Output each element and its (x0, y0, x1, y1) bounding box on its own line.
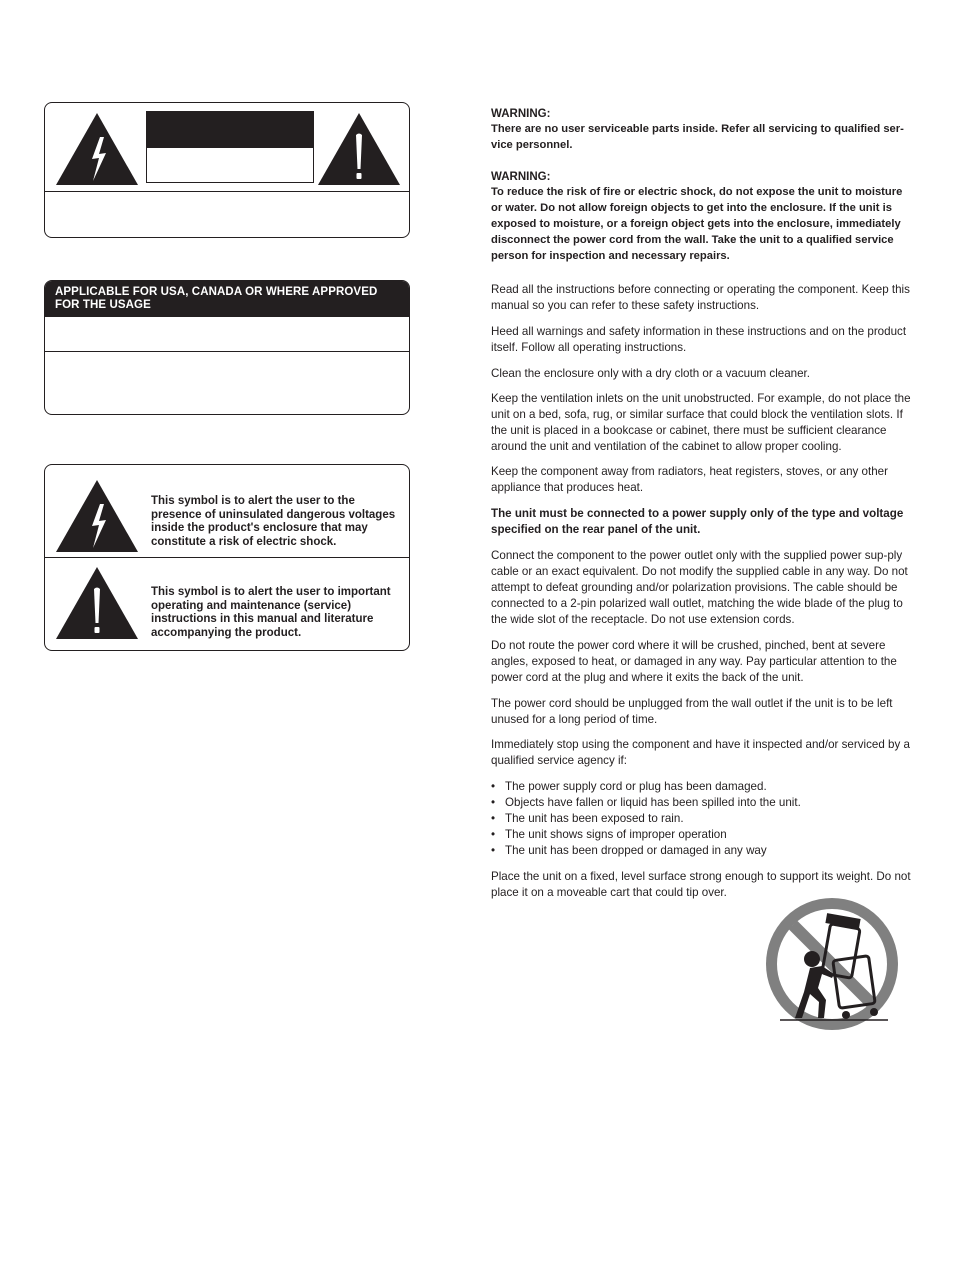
warning-1 (491, 107, 916, 153)
lightning-symbol-note: This symbol is to alert the user to the presence of uninsulated dangerous voltages inside the product's enclosure that may constitute a risk of electric shock. (151, 495, 396, 548)
list-item: • The unit has been dropped or damaged in any way (491, 843, 916, 859)
exclamation-warning-icon (316, 111, 402, 187)
lightning-warning-icon (54, 111, 140, 187)
exclamation-warning-icon (54, 565, 140, 641)
list-item: • Objects have fallen or liquid has been spilled into the unit. (491, 795, 916, 811)
instruction-unplug: The power cord should be unplugged from the wall outlet if the unit is to be left unused for a long period of time. (491, 697, 893, 726)
warning-2 (491, 170, 916, 264)
instruction-clean: Clean the enclosure only with a dry cloth or a vacuum cleaner. (491, 367, 810, 380)
usa-canada-divider (45, 351, 409, 352)
lightning-warning-icon (54, 478, 140, 554)
list-item: • The unit has been exposed to rain. (491, 811, 916, 827)
instruction-read: Read all the instructions before connecting or operating the component. Keep this manual so you can refer to these safety instructions. (491, 283, 910, 312)
usa-canada-heading: APPLICABLE FOR USA, CANADA OR WHERE APPROVED FOR THE USAGE (45, 281, 409, 317)
usa-canada-box (44, 280, 410, 415)
safety-instructions (491, 282, 916, 901)
warning-1-title: WARNING: (491, 108, 551, 120)
no-cart-icon (766, 896, 900, 1032)
symbol-explanation-box (44, 464, 410, 651)
caution-label-box (44, 102, 410, 238)
instruction-stop-using: Immediately stop using the component and have it inspected and/or serviced by a qualified service agency if: (491, 738, 910, 767)
list-item: • The power supply cord or plug has been damaged. (491, 779, 916, 795)
instruction-cord-route: Do not route the power cord where it will be crushed, pinched, bent at severe angles, exposed to heat, or damaged in any way. Pay particular attention to the power cord at the plug and where it exits the back of the unit. (491, 639, 897, 684)
caution-label-bar (147, 112, 313, 148)
instruction-connect: Connect the component to the power outlet only with the supplied power sup-ply cable or an exact equivalent. Do not modify the supplied cable in any way. Do not attempt to defeat grounding and/or polarization provisions. The cable should be connected to a 2-pin polarized wall outlet, matching the wide blade of the plug to the wide slot of the receptacle. Do not use extension cords. (491, 549, 908, 626)
symbol-divider (45, 557, 409, 558)
caution-divider (45, 191, 409, 192)
instruction-heed: Heed all warnings and safety information in these instructions and on the product itself. Follow all operating instructions. (491, 325, 907, 354)
warning-2-title: WARNING: (491, 171, 551, 183)
warning-1-body: There are no user serviceable parts inside. Refer all servicing to qualified ser-vice personnel. (491, 123, 904, 151)
instruction-power-supply: The unit must be connected to a power supply only of the type and voltage specified on the rear panel of the unit. (491, 507, 904, 536)
warning-2-body: To reduce the risk of fire or electric shock, do not expose the unit to moisture or water. Do not allow foreign objects to get into the enclosure. If the unit is exposed to moisture, or a foreign object gets into the enclosure, immediately disconnect the power cord from the wall. Take the unit to a qualified service person for inspection and necessary repairs. (491, 186, 903, 262)
damage-conditions-list (491, 779, 916, 859)
list-item: • The unit shows signs of improper operation (491, 827, 916, 843)
instruction-heat: Keep the component away from radiators, heat registers, stoves, or any other appliance that produces heat. (491, 465, 888, 494)
exclamation-symbol-note: This symbol is to alert the user to important operating and maintenance (service) instructions in this manual and literature accompanying the product. (151, 586, 391, 639)
caution-label (146, 111, 314, 183)
instruction-placement: Place the unit on a fixed, level surface strong enough to support its weight. Do not place it on a moveable cart that could tip over. (491, 870, 911, 899)
instruction-ventilation: Keep the ventilation inlets on the unit unobstructed. For example, do not place the unit on a bed, sofa, rug, or similar surface that could block the ventilation slots. If the unit is placed in a bookcase or cabinet, there must be sufficient clearance around the unit and ventilation of the cabinet to allow proper cooling. (491, 392, 911, 453)
